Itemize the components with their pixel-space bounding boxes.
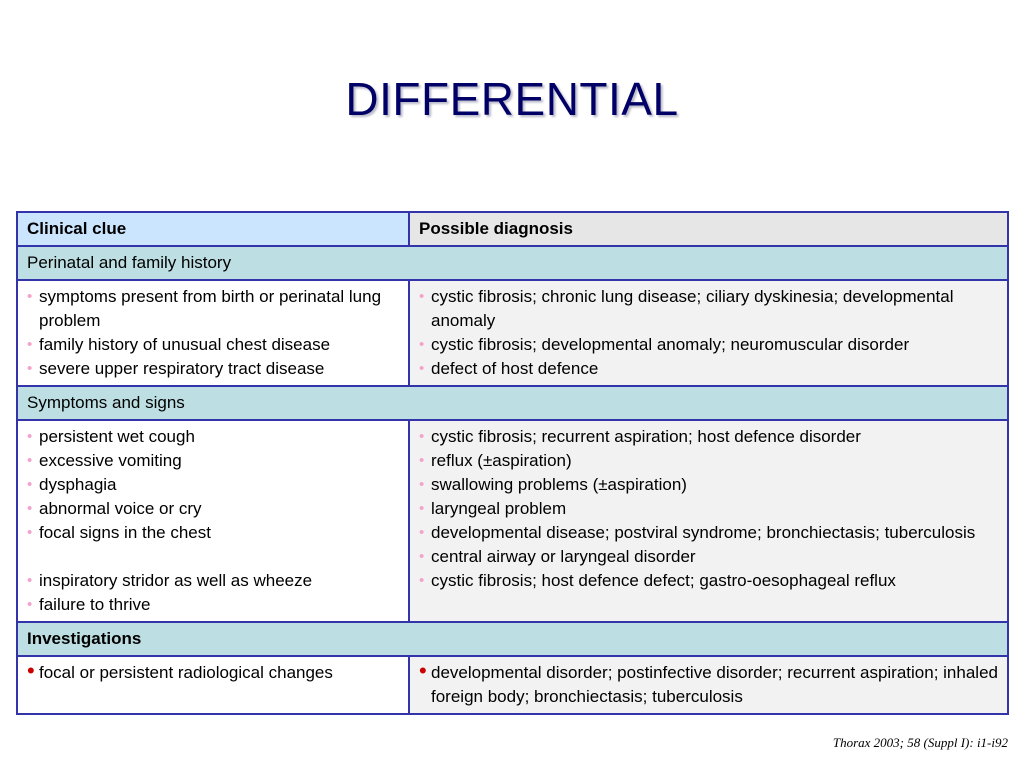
bullet-icon: • — [27, 476, 33, 493]
bullet-icon: • — [27, 658, 35, 683]
diagnosis-cell-investigations — [409, 656, 1008, 714]
bullet-icon: • — [419, 288, 425, 305]
list-item: • dysphagia — [27, 473, 399, 497]
table-row — [17, 656, 1008, 714]
header-possible-diagnosis: Possible diagnosis — [409, 212, 1008, 246]
list-item: • laryngeal problem — [419, 497, 998, 521]
bullet-icon: • — [27, 524, 33, 541]
bullet-icon: • — [419, 428, 425, 445]
list-item: • reflux (±aspiration) — [419, 449, 998, 473]
list-item: • cystic fibrosis; host defence defect; gastro-oesophageal reflux — [419, 569, 998, 593]
bullet-icon: • — [419, 548, 425, 565]
bullet-icon: • — [27, 428, 33, 445]
bullet-icon: • — [419, 476, 425, 493]
bullet-icon: • — [419, 452, 425, 469]
section-row-perinatal — [17, 246, 1008, 280]
list-item: • symptoms present from birth or perinatal lung problem — [27, 287, 382, 330]
list-item: • cystic fibrosis; developmental anomaly; neuromuscular disorder — [419, 333, 998, 357]
bullet-icon: • — [419, 572, 425, 589]
section-label-perinatal: Perinatal and family history — [17, 246, 1008, 280]
list-item: • developmental disorder; postinfective disorder; recurrent aspiration; inhaled foreign body; bronchiectasis; tuberculosis — [419, 658, 998, 706]
bullet-icon: • — [419, 500, 425, 517]
bullet-icon: • — [27, 336, 33, 353]
list-item: • central airway or laryngeal disorder — [419, 545, 998, 569]
clue-cell-symptoms — [17, 420, 409, 622]
bullet-icon: • — [27, 452, 33, 469]
diagnosis-cell-symptoms — [409, 420, 1008, 622]
clue-cell-perinatal — [17, 280, 409, 386]
diagnosis-cell-perinatal — [409, 280, 1008, 386]
differential-table — [16, 211, 1009, 715]
table-row — [17, 420, 1008, 622]
list-item: • inspiratory stridor as well as wheeze — [27, 569, 399, 593]
bullet-icon: • — [419, 360, 425, 377]
clue-cell-investigations — [17, 656, 409, 714]
bullet-icon: • — [419, 524, 425, 541]
list-item: • abnormal voice or cry — [27, 497, 399, 521]
bullet-icon: • — [27, 360, 33, 377]
table-header-row — [17, 212, 1008, 246]
bullet-icon: • — [27, 596, 33, 613]
bullet-icon: • — [27, 500, 33, 517]
list-item: • persistent wet cough — [27, 425, 399, 449]
bullet-icon: • — [419, 658, 427, 683]
list-item: • excessive vomiting — [27, 449, 399, 473]
list-spacer — [27, 545, 399, 569]
citation: Thorax 2003; 58 (Suppl I): i1-i92 — [832, 735, 1008, 750]
list-item: • cystic fibrosis; recurrent aspiration; host defence disorder — [419, 425, 998, 449]
header-clinical-clue: Clinical clue — [17, 212, 409, 246]
section-label-symptoms: Symptoms and signs — [17, 386, 1008, 420]
bullet-icon: • — [27, 288, 33, 305]
bullet-icon: • — [419, 336, 425, 353]
list-item: • failure to thrive — [27, 593, 399, 617]
table-row — [17, 280, 1008, 386]
list-item: • developmental disease; postviral syndrome; bronchiectasis; tuberculosis — [419, 521, 998, 545]
list-item: • focal or persistent radiological changes — [27, 658, 333, 683]
list-item: • family history of unusual chest disease — [27, 333, 399, 357]
bullet-icon: • — [27, 572, 33, 589]
list-item: • cystic fibrosis; chronic lung disease; ciliary dyskinesia; developmental anomaly — [419, 287, 954, 330]
section-row-investigations — [17, 622, 1008, 656]
list-item: • swallowing problems (±aspiration) — [419, 473, 998, 497]
list-item: • defect of host defence — [419, 357, 998, 381]
section-label-investigations: Investigations — [17, 622, 1008, 656]
section-row-symptoms — [17, 386, 1008, 420]
list-item: • focal signs in the chest — [27, 521, 399, 545]
slide-title: DIFFERENTIAL — [345, 73, 679, 125]
list-item: • severe upper respiratory tract disease — [27, 357, 399, 381]
